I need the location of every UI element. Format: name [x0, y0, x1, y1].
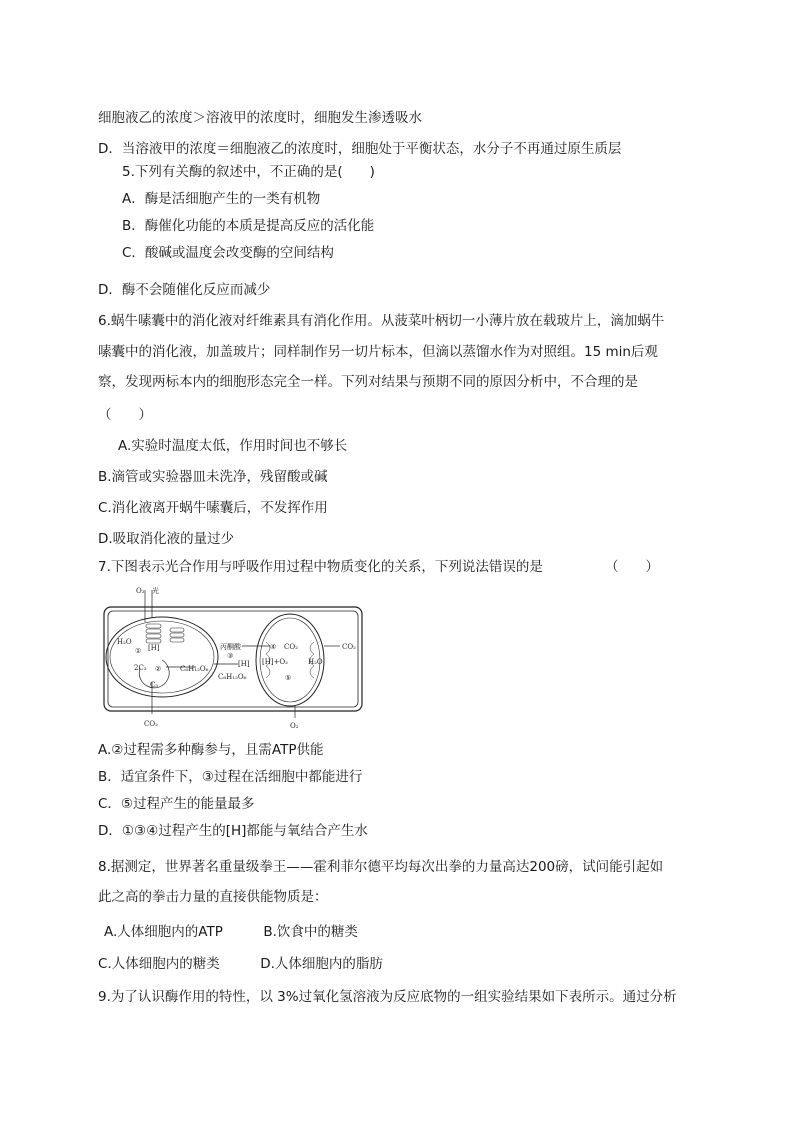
diagram-step-3: ③ — [227, 652, 234, 660]
diagram-step-1: ① — [135, 647, 142, 655]
diagram-h-3: [H] — [238, 660, 250, 668]
question-5-stem: 5.下列有关酶的叙述中，不正确的是( ) — [122, 164, 375, 180]
question-7-option-a: A.②过程需多种酶参与，且需ATP供能 — [98, 742, 324, 758]
diagram-step-4: ④ — [270, 643, 277, 651]
question-5-option-b: B．酶催化功能的本质是提高反应的活化能 — [122, 218, 375, 234]
diagram-co2-bottom: CO₂ — [144, 720, 158, 728]
diagram-pyruvate: 丙酮酸 — [220, 643, 241, 651]
diagram-c5: C₅ — [150, 681, 159, 689]
question-6-option-b: B.滴管或实验器皿未洗净，残留酸或碱 — [98, 469, 328, 485]
question-6-option-a: A.实验时温度太低，作用时间也不够长 — [118, 438, 348, 454]
diagram-h2o-left: H₂O — [117, 638, 132, 646]
text-line: 细胞液乙的浓度＞溶液甲的浓度时，细胞发生渗透吸水 — [98, 110, 422, 126]
question-8-options-ab: A.人体细胞内的ATP B.饮食中的糖类 — [104, 924, 358, 940]
diagram-light: 光 — [152, 587, 159, 595]
photosynthesis-respiration-diagram — [100, 582, 366, 732]
diagram-co2-mito: CO₂ — [284, 643, 298, 651]
question-6-paren: （ ） — [98, 407, 152, 423]
question-7-option-c: C．⑤过程产生的能量最多 — [98, 796, 255, 812]
diagram-h-o2: [H]+O₂ — [262, 658, 288, 666]
question-6-option-c: C.消化液离开蜗牛嗉囊后，不发挥作用 — [98, 500, 328, 516]
question-8-stem-line1: 8.据测定，世界著名重量级拳王——霍利菲尔德平均每次出拳的力量高达200磅，试问能引起如 — [98, 859, 664, 875]
diagram-step-5: ⑤ — [285, 674, 292, 682]
diagram-svg — [100, 582, 366, 732]
diagram-co2-right: CO₂ — [342, 643, 356, 651]
question-9-stem: 9.为了认识酶作用的特性，以 3%过氧化氢溶液为反应底物的一组实验结果如下表所示。通过分析 — [98, 989, 677, 1005]
diagram-h2o-right: H₂O — [308, 658, 323, 666]
question-6-option-d: D.吸取消化液的量过少 — [98, 531, 235, 547]
question-7-option-b: B．适宜条件下，③过程在活细胞中都能进行 — [98, 769, 363, 785]
question-5-option-d: D．酶不会随催化反应而减少 — [98, 282, 271, 298]
question-8-options-cd: C.人体细胞内的糖类 D.人体细胞内的脂肪 — [98, 956, 383, 972]
option-d: D．当溶液甲的浓度＝细胞液乙的浓度时，细胞处于平衡状态，水分子不再通过原生质层 — [98, 141, 622, 157]
diagram-h-1: [H] — [148, 644, 160, 652]
question-5-option-a: A．酶是活细胞产生的一类有机物 — [122, 191, 321, 207]
diagram-glucose-b: C₆H₁₂O₆ — [218, 673, 247, 681]
diagram-2c3: 2C₃ — [134, 664, 147, 672]
question-6-stem-line1: 6.蜗牛嗉囊中的消化液对纤维素具有消化作用。从菠菜叶柄切一小薄片放在载玻片上，滴加蜗牛 — [98, 313, 665, 329]
question-8-stem-line2: 此之高的拳击力量的直接供能物质是： — [98, 889, 328, 905]
diagram-step-2: ② — [155, 665, 162, 673]
diagram-o2-top: O₂ — [136, 587, 145, 595]
question-6-stem-line3: 察，发现两标本内的细胞形态完全一样。下列对结果与预期不同的原因分析中，不合理的是 — [98, 374, 638, 390]
question-5-option-c: C．酸碱或温度会改变酶的空间结构 — [122, 245, 334, 261]
question-6-stem-line2: 嗉囊中的消化液，加盖玻片；同样制作另一切片标本，但滴以蒸馏水作为对照组。15 min后观 — [98, 344, 658, 360]
diagram-glucose-a: C₆H₁₂O₆ — [180, 665, 209, 673]
question-7-stem: 7.下图表示光合作用与呼吸作用过程中物质变化的关系，下列说法错误的是 — [98, 559, 543, 575]
question-7-paren: （ ） — [605, 559, 659, 575]
question-7-option-d: D．①③④过程产生的[H]都能与氧结合产生水 — [98, 823, 368, 839]
diagram-o2-bottom: O₂ — [290, 722, 299, 730]
